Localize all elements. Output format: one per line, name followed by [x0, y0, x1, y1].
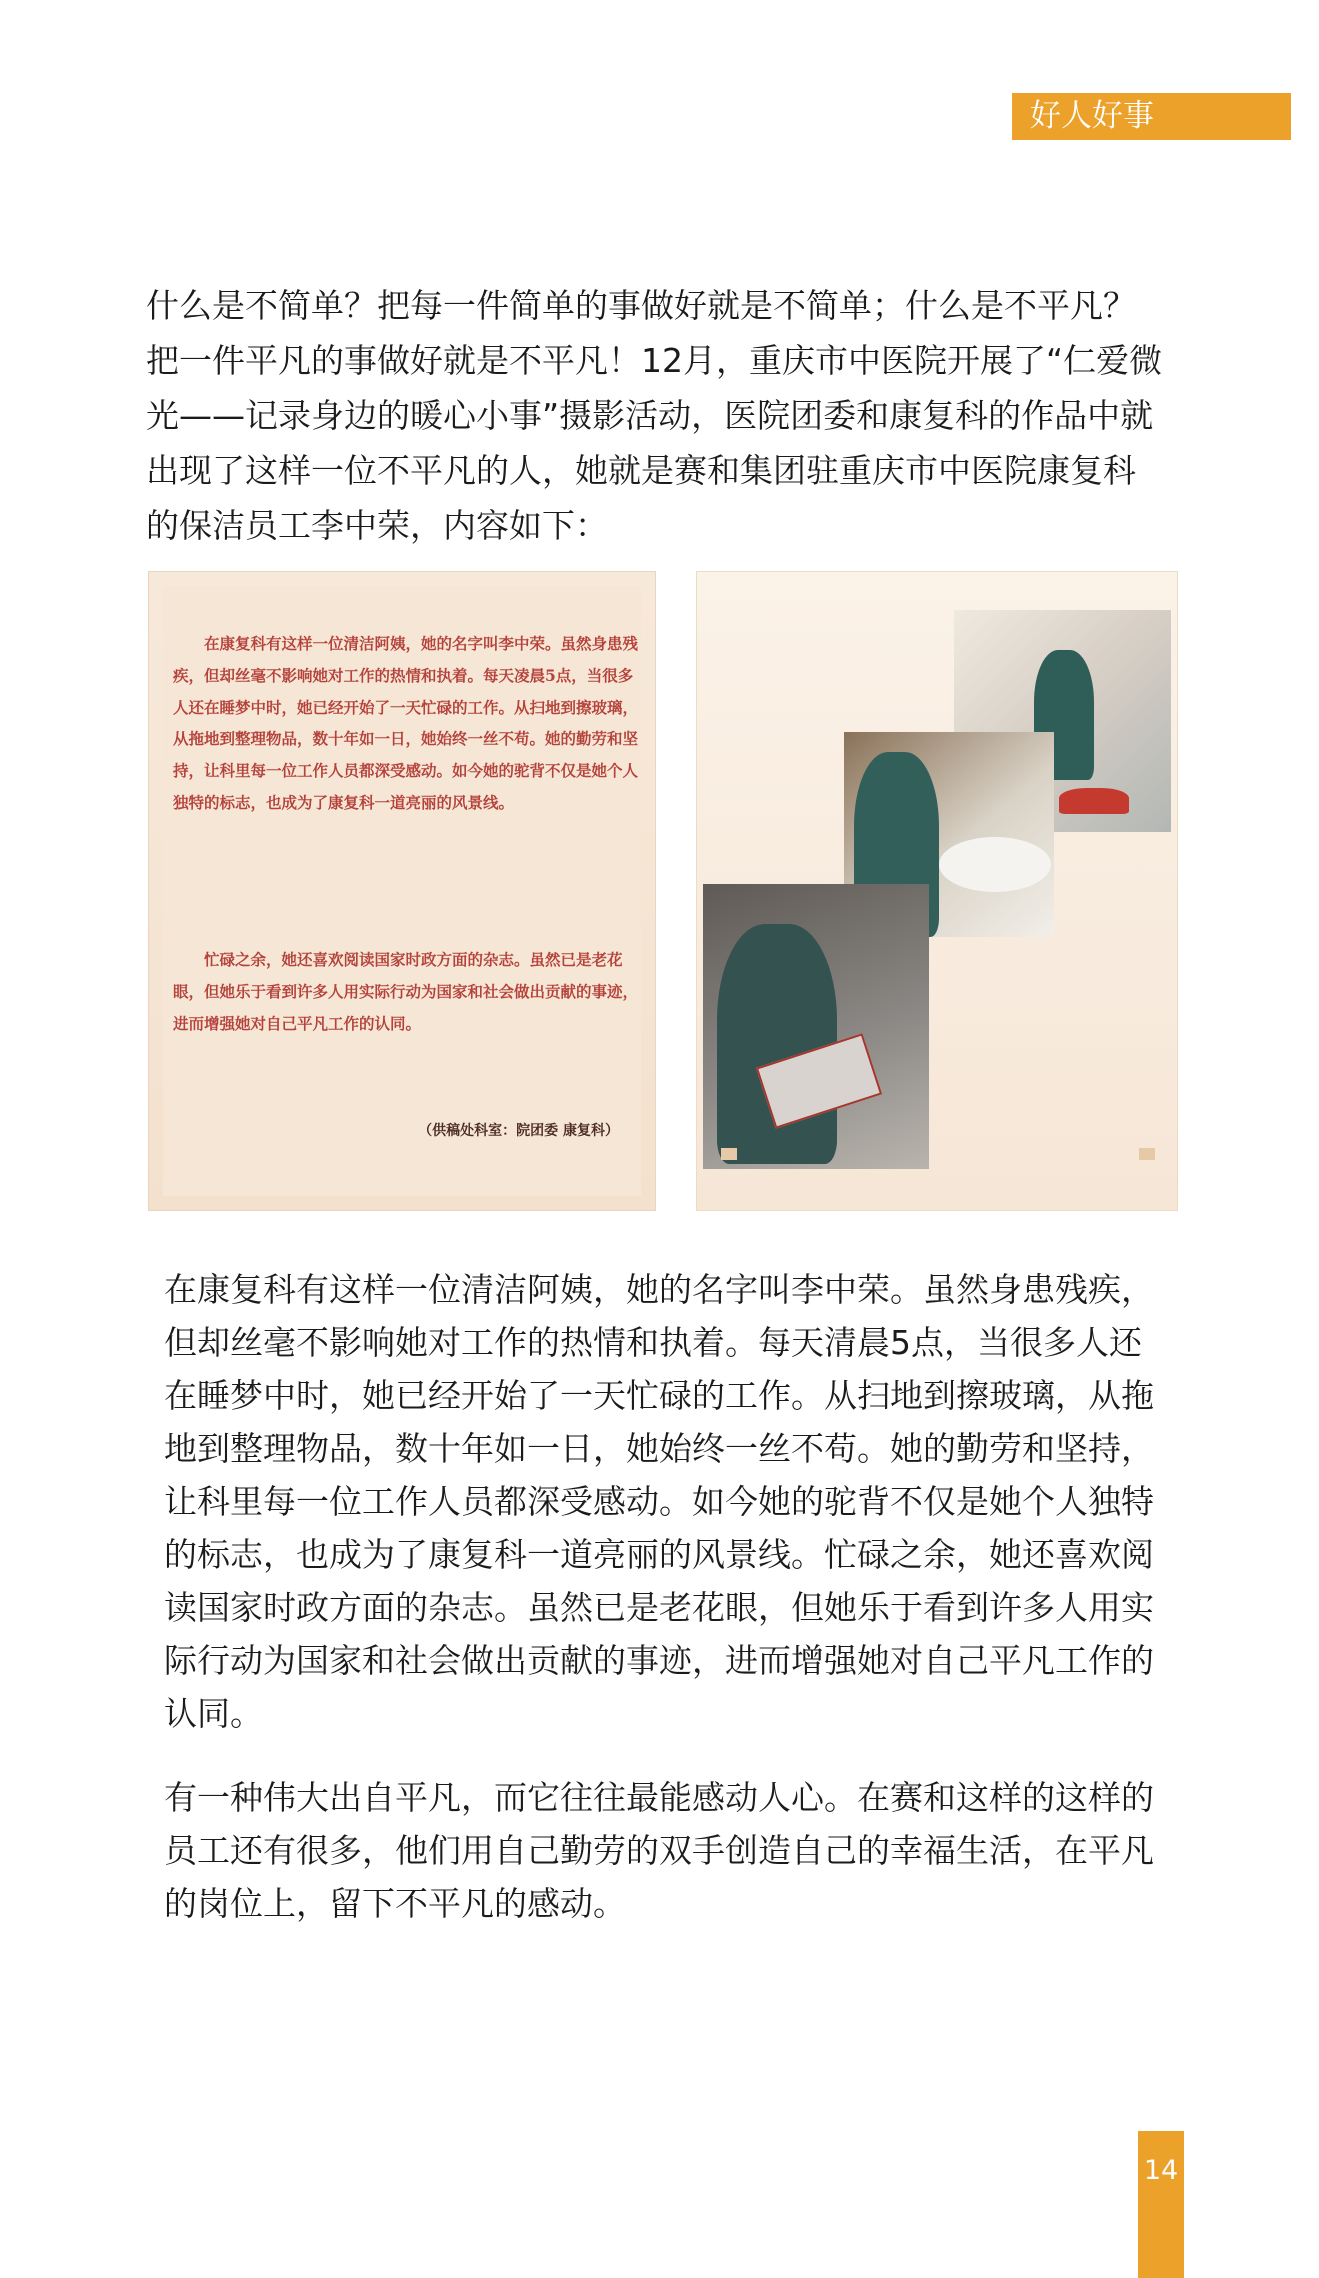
sink-basin: [939, 837, 1051, 892]
poster-background: [163, 586, 641, 1196]
broom-head: [1059, 788, 1129, 814]
page-number: 14: [1138, 2131, 1184, 2278]
poster-paragraph-2: 忙碌之余，她还喜欢阅读国家时政方面的杂志。虽然已是老花眼，但她乐于看到许多人用实际行动为国家和社会做出贡献的事迹，进而增强她对自己平凡工作的认同。: [173, 950, 639, 1033]
intro-paragraph: 什么是不简单？把每一件简单的事做好就是不简单；什么是不平凡？把一件平凡的事做好就是不平凡！12月，重庆市中医院开展了“仁爱微光——记录身边的暖心小事”摄影活动，医院团委和康复科的作品中就出现了这样一位不平凡的人，她就是赛和集团驻重庆市中医院康复科的保洁员工李中荣，内容如下：: [146, 286, 1163, 545]
poster-paragraph-1: 在康复科有这样一位清洁阿姨，她的名字叫李中荣。虽然身患残疾，但却丝毫不影响她对工作的热情和执着。每天凌晨5点，当很多人还在睡梦中时，她已经开始了一天忙碌的工作。从扫地到擦玻璃，从拖地到整理物品，数十年如一日，她始终一丝不苟。她的勤劳和坚持，让科里每一位工作人员都深受感动。如今她的驼背不仅是她个人独特的标志，也成为了康复科一道亮丽的风景线。: [173, 634, 639, 812]
decor-square-right: [1139, 1148, 1155, 1160]
decor-square-left: [721, 1148, 737, 1160]
poster-credit: （供稿处科室：院团委 康复科）: [418, 1123, 619, 1139]
story-poster-image: [148, 571, 656, 1211]
section-tag: 好人好事: [1012, 93, 1291, 140]
photo-collage: [696, 571, 1178, 1211]
closing-paragraph: 有一种伟大出自平凡，而它往往最能感动人心。在赛和这样的这样的员工还有很多，他们用自己勤劳的双手创造自己的幸福生活，在平凡的岗位上，留下不平凡的感动。: [164, 1778, 1154, 1923]
story-paragraph: 在康复科有这样一位清洁阿姨，她的名字叫李中荣。虽然身患残疾，但却丝毫不影响她对工作的热情和执着。每天清晨5点，当很多人还在睡梦中时，她已经开始了一天忙碌的工作。从扫地到擦玻璃，从拖地到整理物品，数十年如一日，她始终一丝不苟。她的勤劳和坚持，让科里每一位工作人员都深受感动。如今她的驼背不仅是她个人独特的标志，也成为了康复科一道亮丽的风景线。忙碌之余，她还喜欢阅读国家时政方面的杂志。虽然已是老花眼，但她乐于看到许多人用实际行动为国家和社会做出贡献的事迹，进而增强她对自己平凡工作的认同。: [164, 1270, 1154, 1733]
photo-reading: [703, 884, 929, 1169]
